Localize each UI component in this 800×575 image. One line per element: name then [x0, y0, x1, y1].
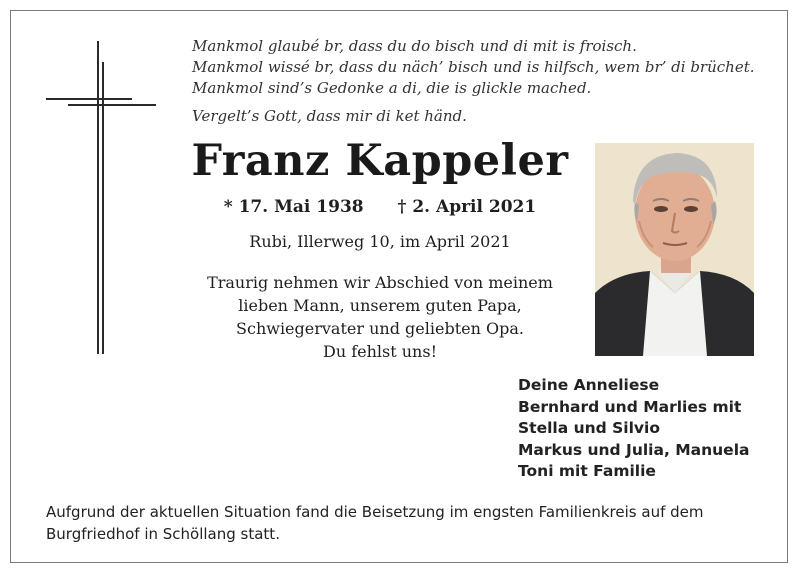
poem-line: Mankmol glaubé br, dass du do bisch und di mit is froisch. [192, 37, 637, 55]
cross-horizontal-bar [46, 98, 132, 100]
poem-line: Mankmol sind’s Gedonke a di, die is glickle mached. [192, 79, 592, 97]
farewell-line: Schwiegervater und geliebten Opa. [236, 319, 524, 338]
cross-vertical-bar [97, 41, 99, 354]
cross-horizontal-bar-shadow [68, 104, 156, 106]
farewell-line: Traurig nehmen wir Abschied von meinem [207, 273, 553, 292]
mourner-line: Deine Anneliese [518, 376, 660, 394]
mourner-line: Markus und Julia, Manuela [518, 440, 750, 459]
farewell-line: Du fehlst uns! [322, 342, 437, 361]
deceased-name: Franz Kappeler [191, 136, 569, 186]
farewell-line: lieben Mann, unserem guten Papa, [238, 296, 522, 315]
birth-date: * 17. Mai 1938 [223, 197, 364, 217]
burial-notice: Aufgrund der aktuellen Situation fand die Beisetzung im engsten Familienkreis auf dem Burgfriedhof in Schöllang statt. [46, 503, 704, 543]
poem-line: Vergelt’s Gott, dass mir di ket händ. [192, 107, 467, 125]
place-date: Rubi, Illerweg 10, im April 2021 [249, 232, 511, 251]
poem [192, 36, 755, 127]
mourner-line: Bernhard und Marlies mit [518, 397, 742, 416]
portrait-photo [595, 143, 754, 356]
mourner-line: Stella und Silvio [518, 419, 660, 437]
cross-vertical-bar-shadow [102, 62, 104, 354]
life-dates [180, 197, 580, 217]
poem-line: Mankmol wissé br, dass du näch’ bisch und is hilfsch, wem br’ di brüchet. [192, 58, 755, 76]
mourner-line: Toni mit Familie [518, 462, 656, 480]
mourners-list [518, 375, 749, 483]
portrait-illustration [595, 143, 754, 356]
farewell-text [180, 271, 580, 363]
death-date: † 2. April 2021 [397, 197, 537, 217]
